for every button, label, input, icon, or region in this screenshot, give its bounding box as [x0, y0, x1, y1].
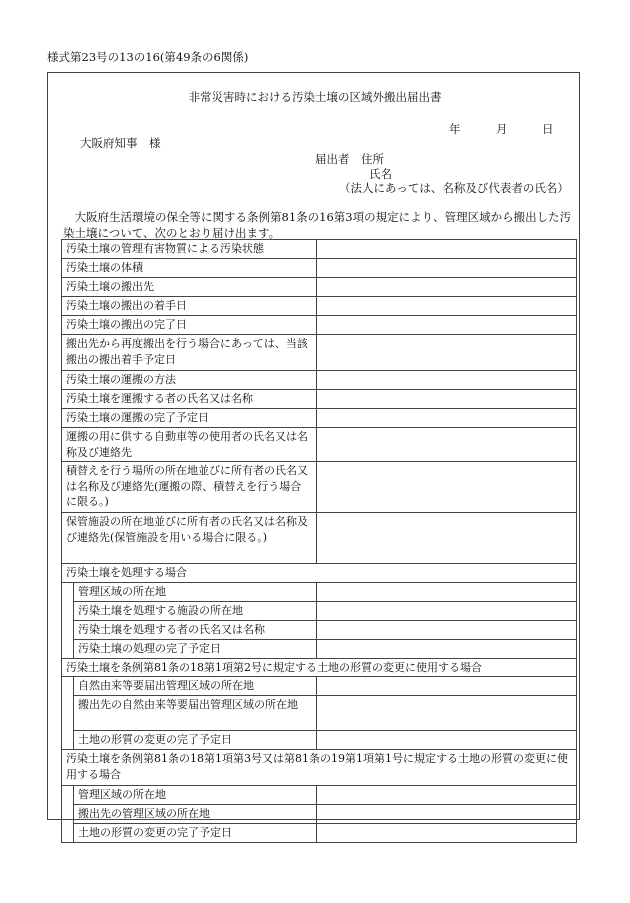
form-title: 非常災害時における汚染土壌の区域外搬出届出書 [188, 90, 442, 104]
row-label: 汚染土壌の管理有害物質による汚染状態 [62, 240, 317, 259]
group-indent [62, 677, 74, 750]
table-row [62, 371, 577, 390]
row-value-field[interactable] [317, 390, 577, 409]
table-row [62, 731, 577, 750]
row-value-field[interactable] [317, 259, 577, 278]
group-label-item3: 汚染土壌を条例第81条の18第1項第3号又は第81条の19第1項第1号に規定する土地の形質の変更に使用する場合 [62, 750, 577, 786]
table-row [62, 462, 577, 513]
table-row [62, 297, 577, 316]
table-row [62, 639, 577, 658]
table-row [62, 335, 577, 371]
row-value-field[interactable] [317, 824, 577, 843]
group-label-item2: 汚染土壌を条例第81条の18第1項第2号に規定する土地の形質の変更に使用する場合 [62, 658, 577, 677]
table-row [62, 513, 577, 564]
row-label: 汚染土壌を処理する者の氏名又は名称 [74, 620, 317, 639]
row-label: 汚染土壌の運搬の完了予定日 [62, 409, 317, 428]
table-row [62, 259, 577, 278]
statement-paragraph [63, 209, 576, 241]
row-value-field[interactable] [317, 240, 577, 259]
group-indent [62, 582, 74, 658]
table-row [62, 824, 577, 843]
row-label: 自然由来等要届出管理区域の所在地 [74, 677, 317, 696]
row-value-field[interactable] [317, 620, 577, 639]
row-label: 土地の形質の変更の完了予定日 [74, 731, 317, 750]
table-row [62, 278, 577, 297]
row-value-field[interactable] [317, 316, 577, 335]
row-value-field[interactable] [317, 335, 577, 371]
table-group-header [62, 658, 577, 677]
table-row [62, 601, 577, 620]
notification-table [61, 239, 577, 843]
date-day-label: 日 [542, 122, 554, 136]
date-month-label: 月 [496, 122, 508, 136]
row-value-field[interactable] [317, 786, 577, 805]
row-value-field[interactable] [317, 601, 577, 620]
row-label: 搬出先の自然由来等要届出管理区域の所在地 [74, 696, 317, 731]
row-label: 汚染土壌を運搬する者の氏名又は名称 [62, 390, 317, 409]
form-number: 様式第23号の13の16(第49条の6関係) [47, 50, 249, 64]
row-label: 土地の形質の変更の完了予定日 [74, 824, 317, 843]
row-label: 汚染土壌の処理の完了予定日 [74, 639, 317, 658]
row-label: 搬出先から再度搬出を行う場合にあっては、当該搬出の搬出着手予定日 [62, 335, 317, 371]
corporation-note: （法人にあっては、名称及び代表者の氏名） [339, 181, 569, 195]
table-row [62, 805, 577, 824]
table-row [62, 582, 577, 601]
table-group-header [62, 750, 577, 786]
row-value-field[interactable] [317, 371, 577, 390]
row-label: 運搬の用に供する自動車等の使用者の氏名又は名称及び連絡先 [62, 428, 317, 462]
group-label-treatment: 汚染土壌を処理する場合 [62, 564, 577, 583]
row-value-field[interactable] [317, 513, 577, 564]
statement-text: 大阪府生活環境の保全等に関する条例第81条の16第3項の規定により、管理区域から搬出した汚染土壌について、次のとおり届け出ます。 [63, 210, 572, 240]
addressee: 大阪府知事 様 [80, 136, 161, 150]
applicant-name-label: 氏名 [369, 167, 392, 181]
row-label: 保管施設の所在地並びに所有者の氏名又は名称及び連絡先(保管施設を用いる場合に限る。) [62, 513, 317, 564]
table-row [62, 390, 577, 409]
date-year-label: 年 [449, 122, 461, 136]
group-indent [62, 786, 74, 843]
row-value-field[interactable] [317, 696, 577, 731]
row-label: 汚染土壌を処理する施設の所在地 [74, 601, 317, 620]
row-value-field[interactable] [317, 677, 577, 696]
row-label: 汚染土壌の運搬の方法 [62, 371, 317, 390]
applicant-address-label: 届出者 住所 [315, 152, 384, 166]
row-label: 汚染土壌の体積 [62, 259, 317, 278]
table-row [62, 409, 577, 428]
row-label: 管理区域の所在地 [74, 786, 317, 805]
row-value-field[interactable] [317, 278, 577, 297]
row-label: 管理区域の所在地 [74, 582, 317, 601]
table-row [62, 677, 577, 696]
row-label: 汚染土壌の搬出の完了日 [62, 316, 317, 335]
table-row [62, 316, 577, 335]
row-value-field[interactable] [317, 409, 577, 428]
table-row [62, 428, 577, 462]
table-row [62, 620, 577, 639]
table-group-header [62, 564, 577, 583]
row-value-field[interactable] [317, 639, 577, 658]
table-row [62, 696, 577, 731]
row-value-field[interactable] [317, 805, 577, 824]
row-label: 積替えを行う場所の所在地並びに所有者の氏名又は名称及び連絡先(運搬の際、積替えを行う場合に限る。) [62, 462, 317, 513]
row-value-field[interactable] [317, 428, 577, 462]
row-label: 搬出先の管理区域の所在地 [74, 805, 317, 824]
table-row [62, 786, 577, 805]
row-value-field[interactable] [317, 582, 577, 601]
row-value-field[interactable] [317, 297, 577, 316]
row-label: 汚染土壌の搬出先 [62, 278, 317, 297]
row-value-field[interactable] [317, 462, 577, 513]
row-label: 汚染土壌の搬出の着手日 [62, 297, 317, 316]
row-value-field[interactable] [317, 731, 577, 750]
table-row [62, 240, 577, 259]
